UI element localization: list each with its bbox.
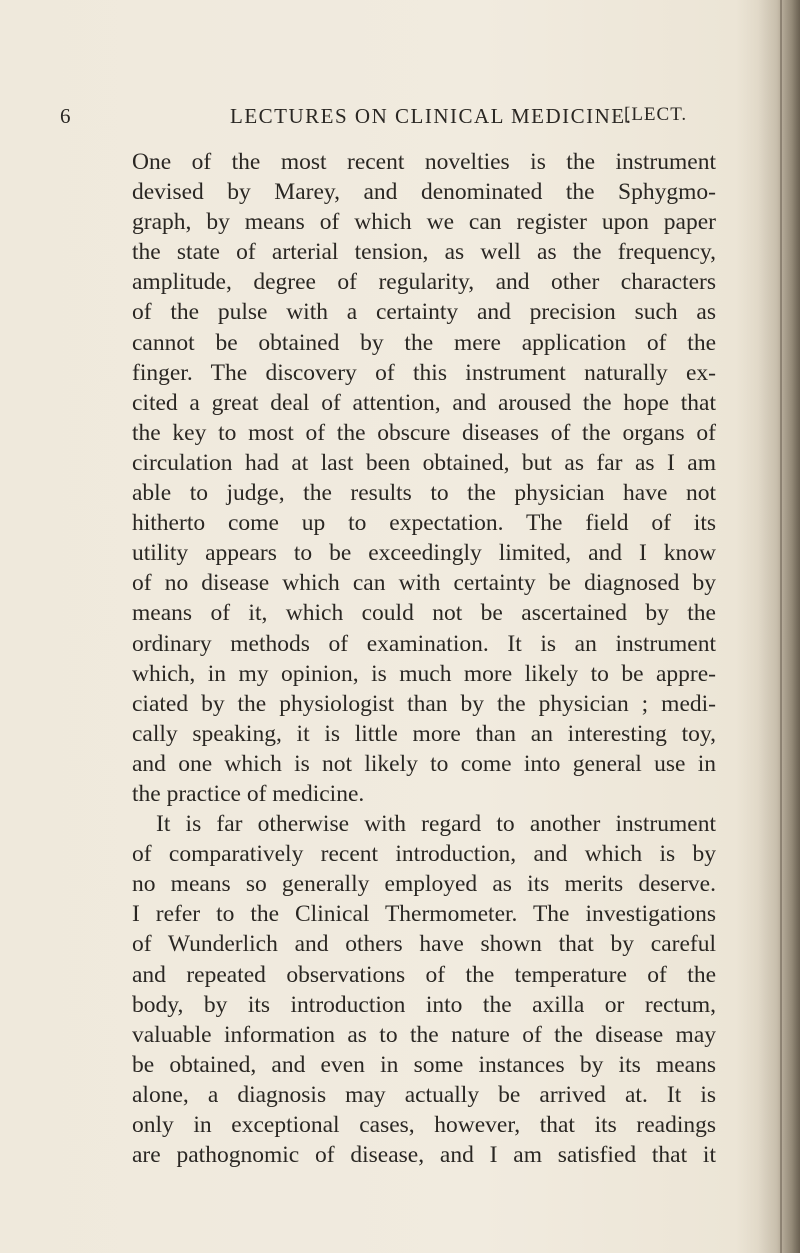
text-line: the key to most of the obscure diseases of the organs of	[132, 419, 716, 446]
text-line: are pathognomic of disease, and I am satisfied that it	[132, 1142, 716, 1169]
text-line: and one which is not likely to come into general use in	[132, 750, 716, 777]
text-line: the state of arterial tension, as well as the frequency,	[132, 239, 716, 266]
text-line: cited a great deal of attention, and aroused the hope that	[132, 389, 716, 416]
text-line: devised by Marey, and denominated the Sphygmo-	[132, 179, 716, 206]
text-line: only in exceptional cases, however, that its readings	[132, 1112, 716, 1138]
body-text	[132, 147, 716, 1170]
page-number: 6	[60, 104, 72, 128]
text-line: of Wunderlich and others have shown that by careful	[132, 931, 716, 958]
text-line: able to judge, the results to the physician have not	[132, 480, 716, 507]
text-line: and repeated observations of the temperature of the	[132, 961, 716, 988]
text-line: of comparatively recent introduction, and which is by	[132, 841, 716, 868]
text-line: cally speaking, it is little more than an interesting toy,	[132, 720, 716, 747]
text-line: utility appears to be exceedingly limited, and I know	[132, 540, 716, 567]
text-line: hitherto come up to expectation. The field of its	[132, 510, 716, 537]
text-line: graph, by means of which we can register upon paper	[132, 209, 716, 236]
page-edge-line	[780, 0, 782, 1253]
text-line: which, in my opinion, is much more likely to be appre-	[132, 660, 716, 687]
text-line: means of it, which could not be ascertained by the	[132, 600, 716, 627]
text-line: amplitude, degree of regularity, and other characters	[132, 269, 716, 296]
text-line: body, by its introduction into the axilla or rectum,	[132, 991, 716, 1018]
page-edge-shadow	[758, 0, 800, 1253]
section-mark: [LECT.	[624, 104, 688, 125]
text-line: It is far otherwise with regard to another instrument	[156, 811, 716, 838]
text-line: circulation had at last been obtained, but as far as I am	[132, 449, 716, 476]
text-line: of the pulse with a certainty and precision such as	[132, 299, 716, 326]
text-line: valuable information as to the nature of the disease may	[132, 1021, 716, 1048]
text-line: of no disease which can with certainty be diagnosed by	[132, 570, 716, 597]
page-header	[60, 104, 716, 134]
text-line: the practice of medicine.	[132, 780, 365, 807]
running-title: LECTURES ON CLINICAL MEDICINE.	[230, 104, 633, 128]
text-line: no means so generally employed as its merits deserve.	[132, 871, 716, 898]
text-line: be obtained, and even in some instances by its means	[132, 1051, 716, 1078]
text-line: One of the most recent novelties is the instrument	[132, 149, 716, 175]
text-line: alone, a diagnosis may actually be arrived at. It is	[132, 1081, 716, 1108]
text-line: ordinary methods of examination. It is an instrument	[132, 630, 716, 657]
text-line: finger. The discovery of this instrument naturally ex-	[132, 359, 716, 386]
text-line: ciated by the physiologist than by the physician ; medi-	[132, 690, 716, 717]
text-line: I refer to the Clinical Thermometer. The investigations	[132, 901, 716, 928]
text-line: cannot be obtained by the mere application of the	[132, 329, 716, 356]
